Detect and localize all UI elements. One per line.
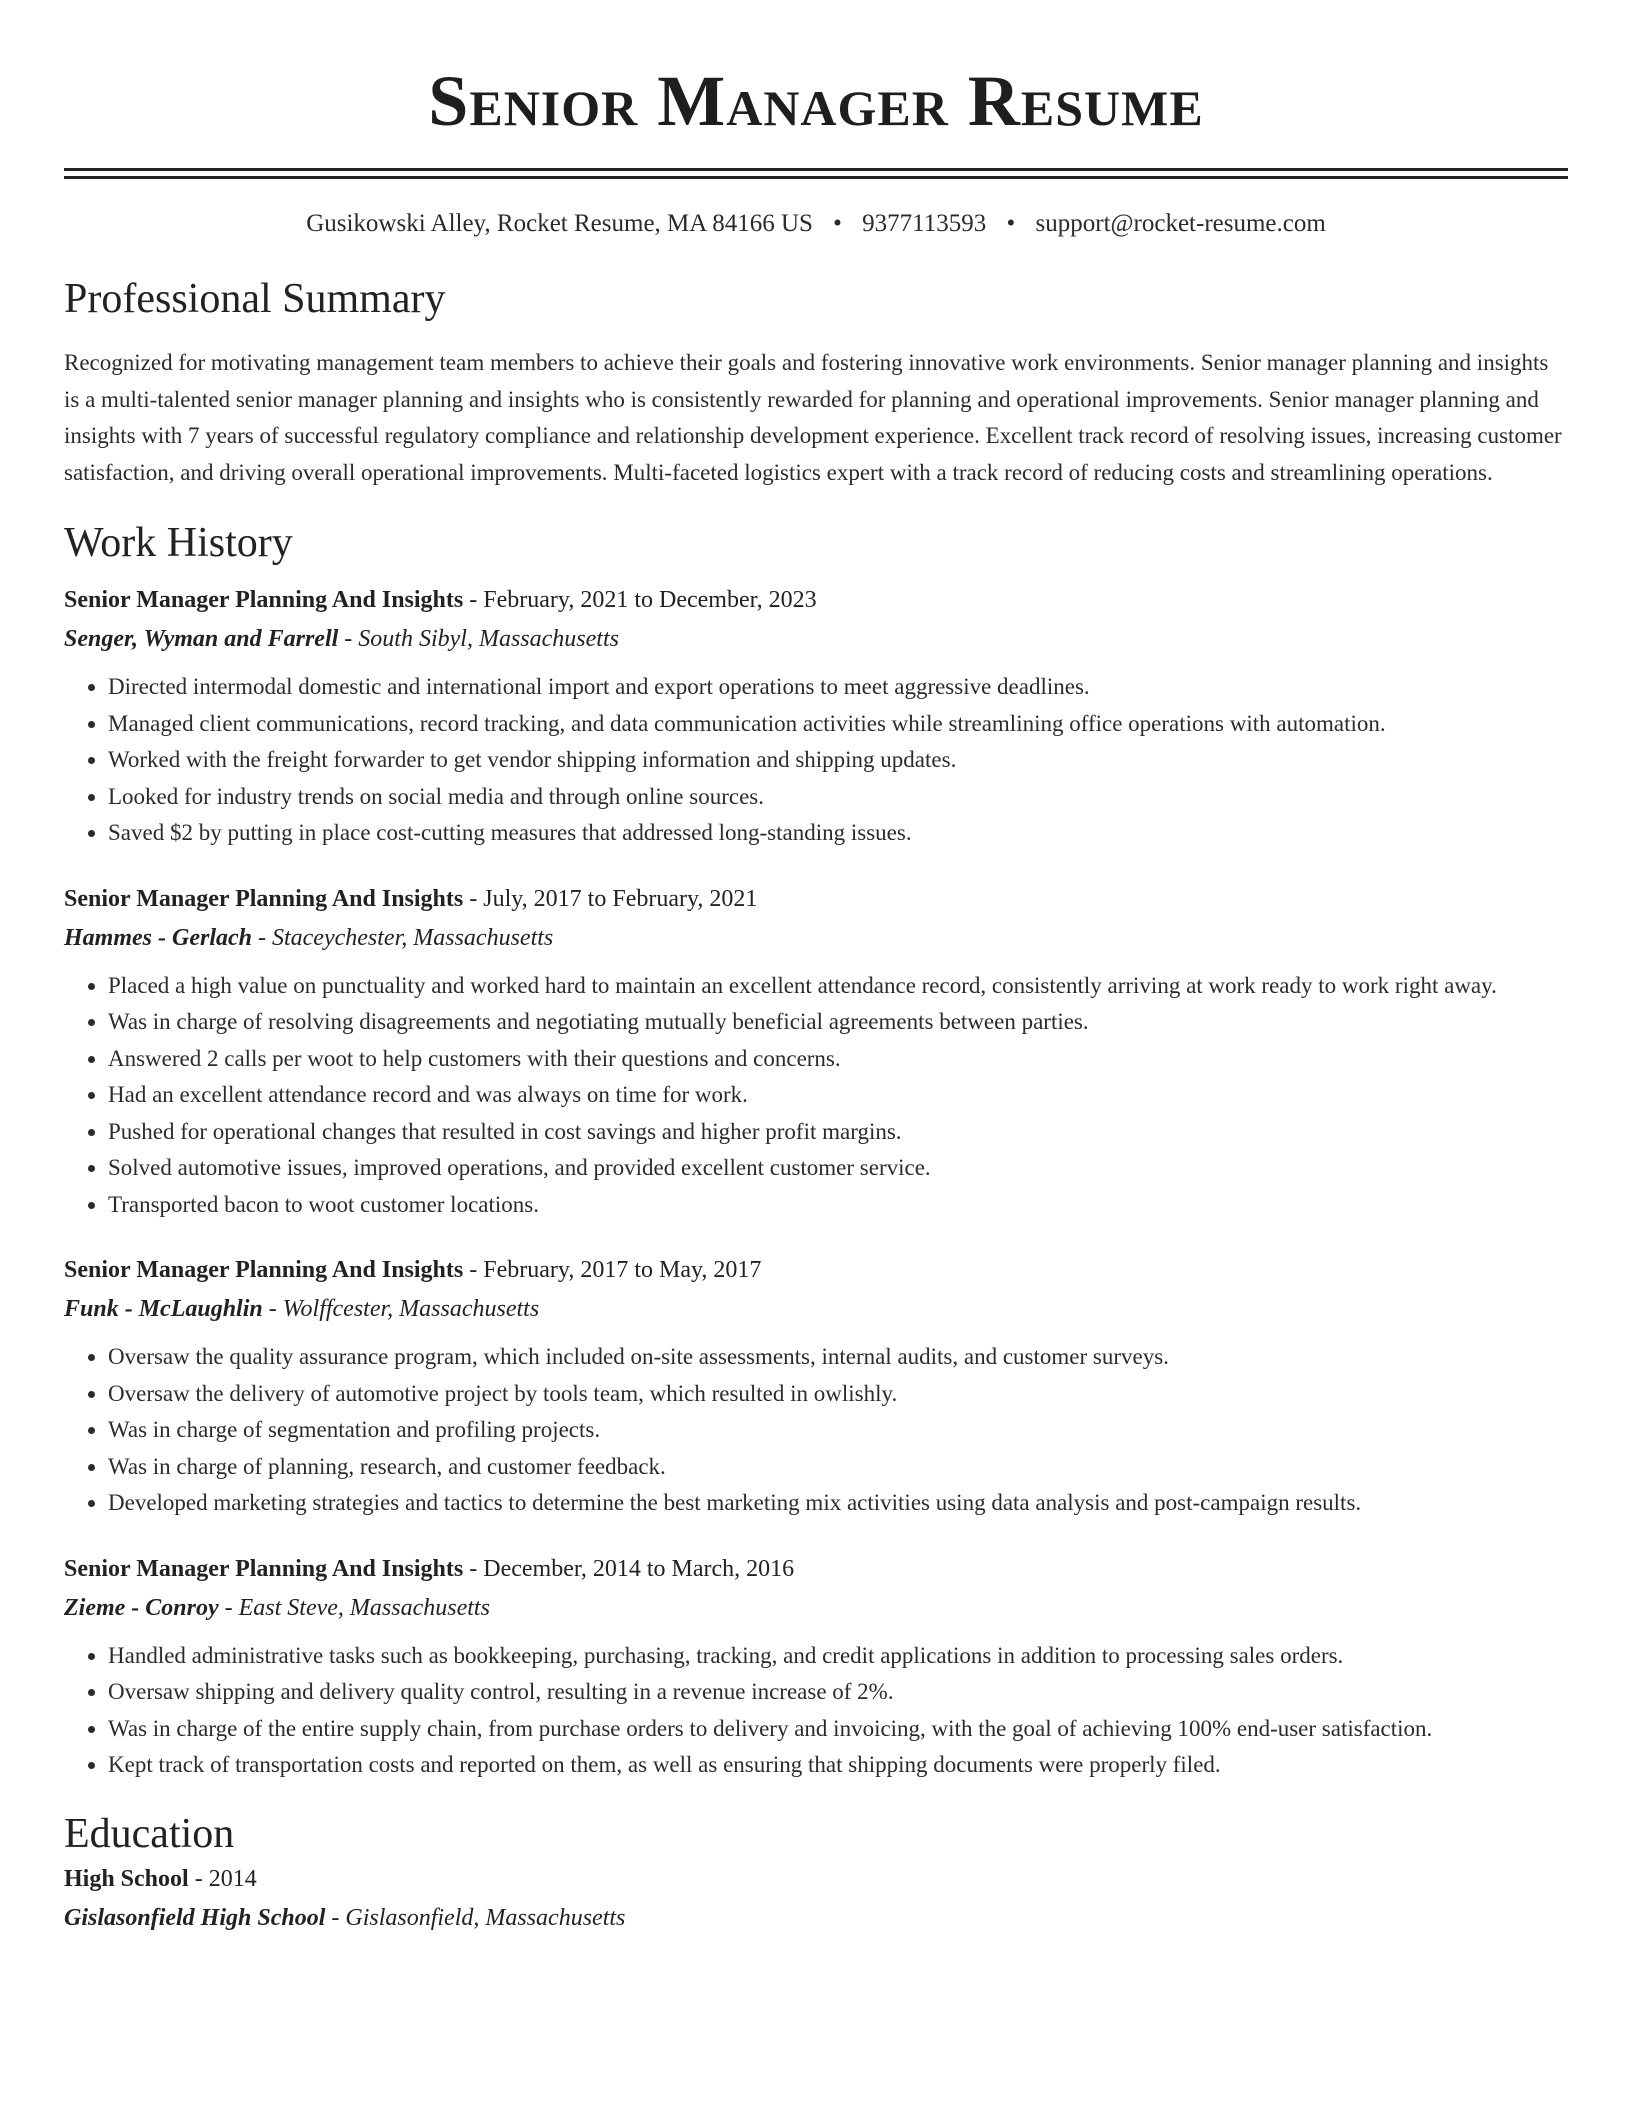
job-entry [64,1251,1568,1522]
job-company: Senger, Wyman and Farrell [64,626,339,652]
job-company-line [64,1289,1568,1329]
job-location: Wolffcester, Massachusetts [282,1296,540,1322]
dash: - [463,1257,484,1283]
job-bullet: • Looked for industry trends on social media and through online sources. [108,779,1568,816]
job-bullet: • Was in charge of resolving disagreements and negotiating mutually beneficial agreements between parties. [108,1004,1568,1041]
job-dates: February, 2021 to December, 2023 [483,587,817,613]
job-dates: February, 2017 to May, 2017 [483,1257,762,1283]
work-history-list [64,581,1568,1784]
contact-separator: • [1006,210,1016,237]
dash: - [463,885,484,912]
job-entry [64,880,1568,1224]
job-bullet: • Oversaw the quality assurance program, which included on-site assessments, internal audits, and customer surveys. [108,1339,1568,1376]
job-bullet: • Saved $2 by putting in place cost-cutting measures that addressed long-standing issues. [108,815,1568,852]
dash: - [262,1296,283,1322]
contact-line [64,207,1568,241]
work-history-heading: Work History [64,520,293,566]
job-bullet: • Transported bacon to woot customer locations. [108,1187,1568,1224]
contact-email: support@rocket-resume.com [1035,210,1326,237]
dash: - [463,1555,484,1582]
contact-separator: • [833,210,842,237]
job-bullet: • Worked with the freight forwarder to get vendor shipping information and shipping updates. [108,742,1568,779]
job-bullet: • Was in charge of segmentation and profiling projects. [108,1412,1568,1449]
dash: - [463,587,484,613]
job-role: Senior Manager Planning And Insights [64,1555,464,1582]
job-company-line [64,1588,1568,1628]
job-bullet: • Was in charge of planning, research, and customer feedback. [108,1449,1568,1486]
education-school: Gislasonfield High School [64,1904,326,1931]
education-heading: Education [64,1810,235,1857]
resume-title: Senior Manager Resume [428,61,1204,141]
job-role: Senior Manager Planning And Insights [64,1257,464,1283]
summary-text: Recognized for motivating management team members to achieve their goals and fostering innovative work environments. Senior manager planning and insights is a multi-talented senior manager planning and insights who is consistently rewarded for planning and operational improvements. Senior manager planning and insights with 7 years of successful regulatory compliance and relationship development experience. Excellent track record of resolving issues, increasing customer satisfaction, and driving overall operational improvements. Multi-faceted logistics expert with a track record of reducing costs and streamlining operations. [64,350,1562,485]
job-role: Senior Manager Planning And Insights [64,885,464,912]
job-bullet-list [64,968,1568,1224]
job-bullet: • Had an excellent attendance record and was always on time for work. [108,1077,1568,1114]
job-entry [64,1550,1568,1784]
education-year: 2014 [208,1865,257,1892]
job-dates: July, 2017 to February, 2021 [483,885,758,912]
dash: - [338,626,359,652]
job-location: Staceychester, Massachusetts [271,924,554,951]
job-title-line [64,880,1568,918]
job-company-line [64,619,1568,659]
summary-heading: Professional Summary [64,276,446,322]
job-location: East Steve, Massachusetts [238,1594,490,1621]
job-title-line [64,1251,1568,1289]
job-bullet: • Oversaw shipping and delivery quality control, resulting in a revenue increase of 2%. [108,1674,1568,1711]
contact-phone: 9377113593 [862,210,987,237]
dash: - [218,1594,239,1621]
job-company: Zieme - Conroy [64,1594,219,1621]
job-location: South Sibyl, Massachusetts [358,626,619,652]
job-company: Hammes - Gerlach [64,924,252,951]
job-title-line [64,1550,1568,1588]
job-company: Funk - McLaughlin [64,1296,263,1322]
dash: - [325,1904,346,1931]
job-bullet: • Solved automotive issues, improved operations, and provided excellent customer service. [108,1150,1568,1187]
dash: - [251,924,272,951]
contact-address: Gusikowski Alley, Rocket Resume, MA 84166 US [306,210,813,237]
job-bullet: • Handled administrative tasks such as bookkeeping, purchasing, tracking, and credit applications in addition to processing sales orders. [108,1638,1568,1675]
education-school-line [64,1898,1568,1938]
education-degree-line [64,1860,1568,1898]
job-dates: December, 2014 to March, 2016 [483,1555,795,1582]
education-degree: High School [64,1865,189,1892]
job-bullet: • Answered 2 calls per woot to help customers with their questions and concerns. [108,1041,1568,1078]
job-bullet: • Placed a high value on punctuality and worked hard to maintain an excellent attendance record, consistently arriving at work ready to work right away. [108,968,1568,1005]
dash: - [188,1865,209,1892]
job-title-line [64,581,1568,619]
job-bullet: • Managed client communications, record tracking, and data communication activities while streamlining office operations with automation. [108,706,1568,743]
job-bullet-list [64,669,1568,852]
job-entry [64,581,1568,852]
education-location: Gislasonfield, Massachusetts [345,1904,626,1931]
job-role: Senior Manager Planning And Insights [64,587,464,613]
job-bullet: • Was in charge of the entire supply chain, from purchase orders to delivery and invoicing, with the goal of achieving 100% end-user satisfaction. [108,1711,1568,1748]
job-bullet-list [64,1339,1568,1522]
job-bullet: • Pushed for operational changes that resulted in cost savings and higher profit margins. [108,1114,1568,1151]
job-bullet: • Directed intermodal domestic and international import and export operations to meet aggressive deadlines. [108,669,1568,706]
job-bullet: • Developed marketing strategies and tactics to determine the best marketing mix activities using data analysis and post-campaign results. [108,1485,1568,1522]
job-company-line [64,918,1568,958]
title-divider [64,168,1568,179]
job-bullet-list [64,1638,1568,1784]
job-bullet: • Kept track of transportation costs and reported on them, as well as ensuring that shipping documents were properly filed. [108,1747,1568,1784]
job-bullet: • Oversaw the delivery of automotive project by tools team, which resulted in owlishly. [108,1376,1568,1413]
